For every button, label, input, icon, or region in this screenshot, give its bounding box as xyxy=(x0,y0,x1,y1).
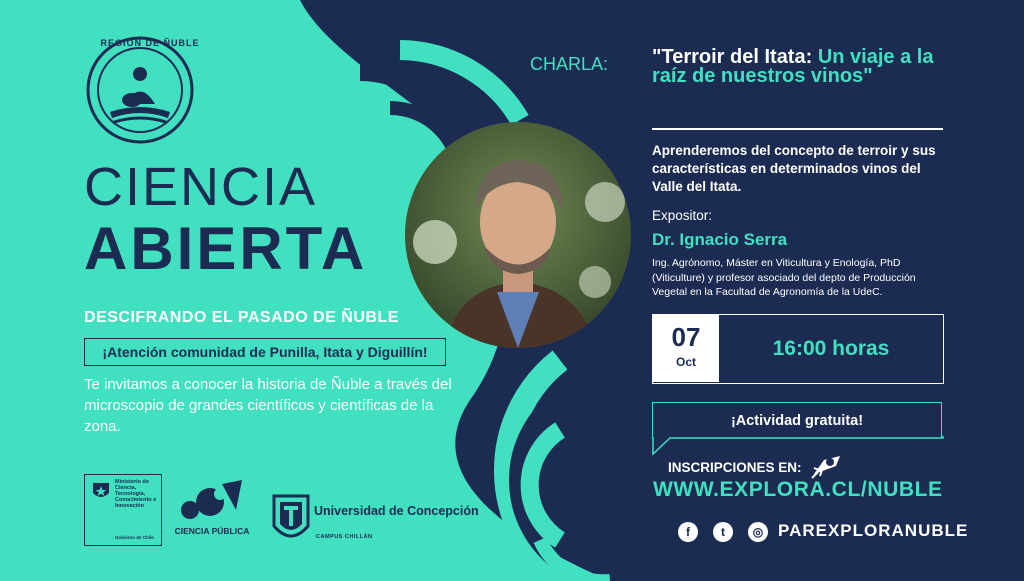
talk-description: Aprenderemos del concepto de terroir y sus características en determinados vinos del Valle del Itata. xyxy=(652,143,936,194)
attention-banner xyxy=(84,338,446,366)
subtitle: DESCIFRANDO EL PASADO DE ÑUBLE xyxy=(84,309,399,326)
facebook-icon[interactable]: f xyxy=(678,522,698,542)
instagram-icon[interactable]: ◎ xyxy=(748,522,768,542)
event-day: 07 xyxy=(671,322,701,352)
title-line-2: ABIERTA xyxy=(84,215,368,282)
ministerio-logo xyxy=(84,474,162,546)
charla-label: CHARLA: xyxy=(530,54,609,74)
expositor-label: Expositor: xyxy=(652,208,713,223)
mouse-click-icon xyxy=(810,452,846,480)
social-handle: PAREXPLORANUBLE xyxy=(778,521,969,540)
ciencia-publica-text: CIENCIA PÚBLICA xyxy=(174,526,250,536)
talk-title xyxy=(652,48,947,86)
registration-url-link[interactable]: WWW.EXPLORA.CL/NUBLE xyxy=(653,478,943,501)
region-logo-text: REGIÓN DE ÑUBLE xyxy=(100,38,200,48)
udec-name: Universidad de Concepción xyxy=(314,504,479,518)
talk-title-part-1: "Terroir del Itata: xyxy=(652,46,813,68)
udec-campus: CAMPUS CHILLÁN xyxy=(316,534,373,540)
ministerio-footer: Gobierno de Chile xyxy=(115,535,154,540)
talk-title-part-2: Un viaje a la raíz de nuestros vinos" xyxy=(652,46,934,87)
musician-guitar-emblem-icon xyxy=(80,34,200,144)
speaker-bio: Ing. Agrónomo, Máster en Viticultura y Enología, PhD (Viticulture) y profesor asociado del depto de Producción Vegetal en la Facultad de Agronomía de la UdeC. xyxy=(652,257,916,298)
date-block xyxy=(653,315,719,382)
event-time: 16:00 horas xyxy=(772,337,890,360)
free-activity-banner xyxy=(652,402,942,438)
speech-bubble-tail xyxy=(652,436,944,456)
free-activity-text: ¡Actividad gratuita! xyxy=(730,412,864,429)
title-divider xyxy=(652,128,943,130)
intro-paragraph: Te invitamos a conocer la historia de Ñuble a través del microscopio de grandes científicos y científicas de la zona. xyxy=(84,376,452,435)
title-line-1: CIENCIA xyxy=(84,157,318,217)
twitter-icon[interactable]: t xyxy=(713,522,733,542)
ministerio-text: Ministerio de Ciencia, Tecnología, Conocimiento e Innovación xyxy=(115,479,157,509)
speaker-portrait-icon xyxy=(405,122,631,348)
attention-text: ¡Atención comunidad de Punilla, Itata y Diguillín! xyxy=(102,344,428,360)
date-time-box xyxy=(652,314,944,384)
speaker-name: Dr. Ignacio Serra xyxy=(652,230,788,249)
ciencia-publica-shapes-icon xyxy=(174,476,250,548)
chile-government-emblem-icon xyxy=(89,479,113,503)
event-month: Oct xyxy=(675,355,696,369)
registration-label: INSCRIPCIONES EN: xyxy=(668,460,802,475)
